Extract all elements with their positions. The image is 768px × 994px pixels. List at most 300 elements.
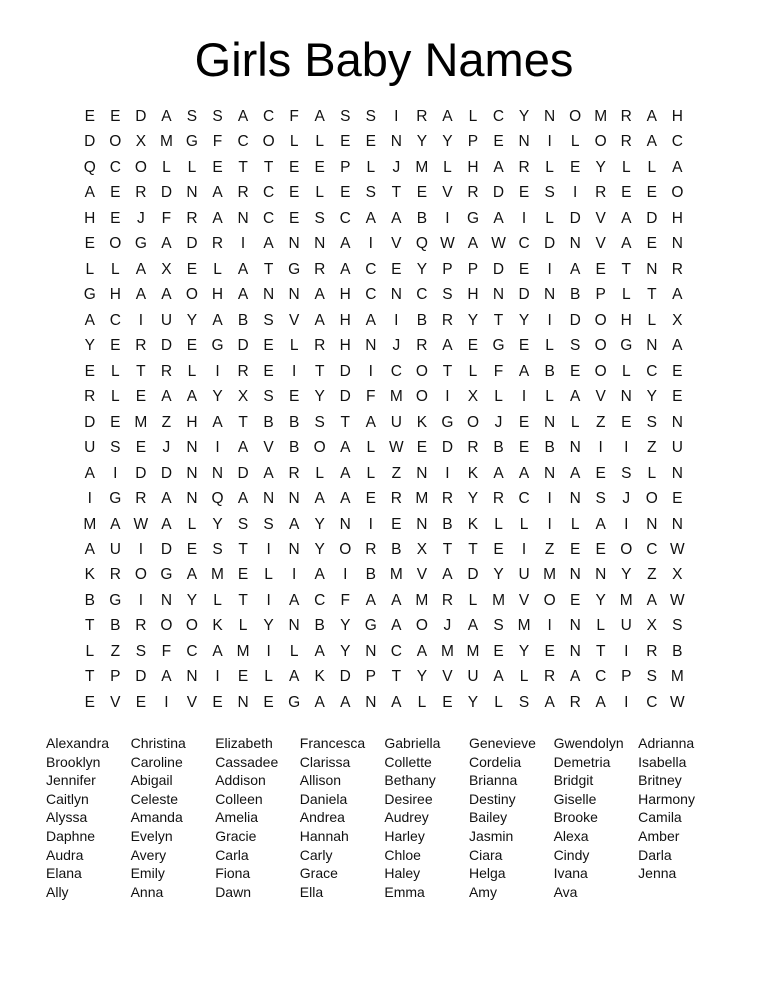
grid-letter[interactable]: S	[212, 108, 223, 125]
grid-letter[interactable]: B	[365, 566, 376, 584]
grid-letter[interactable]: A	[314, 693, 325, 711]
grid-letter[interactable]: Q	[415, 235, 428, 253]
grid-letter[interactable]: N	[339, 515, 351, 533]
grid-letter[interactable]: E	[646, 235, 657, 253]
grid-letter[interactable]: C	[263, 184, 275, 202]
grid-letter[interactable]: L	[468, 362, 478, 380]
grid-letter[interactable]: N	[544, 286, 556, 304]
grid-letter[interactable]: A	[391, 617, 402, 635]
grid-letter[interactable]: L	[85, 642, 95, 660]
grid-letter[interactable]: H	[186, 413, 198, 431]
grid-letter[interactable]: A	[212, 413, 223, 431]
grid-letter[interactable]: Z	[647, 439, 657, 457]
grid-letter[interactable]: A	[237, 286, 249, 304]
grid-letter[interactable]: R	[314, 260, 326, 278]
grid-letter[interactable]: I	[547, 260, 552, 278]
grid-letter[interactable]: R	[109, 566, 121, 584]
grid-letter[interactable]: E	[237, 566, 249, 584]
grid-letter[interactable]: E	[314, 158, 325, 176]
grid-letter[interactable]: Z	[544, 540, 555, 558]
grid-letter[interactable]: I	[113, 464, 118, 482]
grid-letter[interactable]: E	[416, 184, 428, 202]
grid-letter[interactable]: Y	[595, 591, 606, 609]
grid-letter[interactable]: R	[186, 209, 198, 227]
grid-letter[interactable]: G	[211, 337, 224, 355]
grid-letter[interactable]: A	[595, 515, 606, 533]
grid-letter[interactable]: E	[186, 337, 198, 355]
grid-letter[interactable]: T	[238, 413, 248, 431]
grid-letter[interactable]: E	[493, 133, 504, 151]
grid-letter[interactable]: A	[288, 591, 300, 609]
grid-letter[interactable]: T	[263, 158, 274, 176]
grid-letter[interactable]: I	[521, 388, 527, 406]
grid-letter[interactable]: O	[569, 108, 582, 125]
grid-letter[interactable]: B	[263, 413, 274, 431]
grid-letter[interactable]: A	[340, 464, 351, 482]
grid-letter[interactable]: I	[624, 515, 629, 533]
grid-letter[interactable]: L	[545, 388, 554, 406]
grid-letter[interactable]: M	[594, 108, 608, 125]
grid-letter[interactable]: A	[416, 642, 428, 660]
grid-letter[interactable]: B	[544, 439, 555, 457]
grid-letter[interactable]: M	[389, 388, 403, 406]
grid-letter[interactable]: C	[518, 235, 530, 253]
grid-letter[interactable]: Y	[340, 617, 351, 635]
grid-letter[interactable]: C	[390, 642, 402, 660]
grid-letter[interactable]: I	[291, 362, 297, 380]
grid-letter[interactable]: L	[545, 337, 554, 355]
grid-letter[interactable]: E	[544, 642, 555, 660]
grid-letter[interactable]: O	[339, 540, 352, 558]
grid-letter[interactable]: G	[466, 209, 479, 227]
grid-letter[interactable]: E	[569, 591, 581, 609]
grid-letter[interactable]: S	[569, 337, 581, 355]
grid-letter[interactable]: L	[111, 260, 120, 278]
grid-letter[interactable]: E	[569, 362, 581, 380]
grid-letter[interactable]: S	[314, 209, 325, 227]
grid-letter[interactable]: A	[161, 388, 172, 406]
grid-letter[interactable]: A	[263, 464, 274, 482]
grid-letter[interactable]: A	[161, 515, 172, 533]
grid-letter[interactable]: R	[84, 388, 96, 406]
grid-letter[interactable]: Y	[263, 617, 274, 635]
grid-letter[interactable]: N	[160, 591, 173, 609]
grid-letter[interactable]: Y	[646, 388, 657, 406]
grid-letter[interactable]: A	[340, 490, 351, 508]
grid-letter[interactable]: N	[288, 490, 300, 508]
grid-letter[interactable]: X	[646, 617, 657, 635]
grid-letter[interactable]: E	[84, 362, 95, 380]
grid-letter[interactable]: E	[467, 337, 479, 355]
grid-letter[interactable]: B	[416, 311, 428, 329]
grid-letter[interactable]: L	[468, 591, 478, 609]
grid-letter[interactable]: E	[340, 184, 351, 202]
grid-letter[interactable]: N	[186, 490, 198, 508]
grid-letter[interactable]: A	[135, 260, 147, 278]
grid-letter[interactable]: E	[672, 388, 683, 406]
grid-letter[interactable]: A	[569, 388, 581, 406]
grid-letter[interactable]: A	[569, 464, 581, 482]
grid-letter[interactable]: E	[288, 388, 300, 406]
grid-letter[interactable]: A	[110, 515, 121, 533]
grid-letter[interactable]: L	[621, 286, 631, 304]
grid-letter[interactable]: D	[160, 464, 173, 482]
grid-letter[interactable]: E	[442, 693, 453, 711]
grid-letter[interactable]: H	[211, 286, 224, 304]
grid-letter[interactable]: L	[162, 158, 171, 176]
grid-letter[interactable]: D	[237, 337, 249, 355]
grid-letter[interactable]: N	[237, 693, 249, 711]
grid-letter[interactable]: Y	[518, 108, 530, 125]
grid-letter[interactable]: Y	[621, 566, 632, 584]
grid-letter[interactable]: M	[440, 642, 454, 660]
grid-letter[interactable]: A	[340, 693, 351, 711]
grid-letter[interactable]: E	[288, 209, 300, 227]
grid-letter[interactable]: W	[440, 235, 455, 253]
grid-letter[interactable]: A	[340, 260, 351, 278]
grid-letter[interactable]: T	[468, 540, 478, 558]
grid-letter[interactable]: A	[442, 337, 453, 355]
grid-letter[interactable]: G	[364, 617, 377, 635]
grid-letter[interactable]: E	[110, 337, 121, 355]
grid-letter[interactable]: F	[212, 133, 223, 151]
grid-letter[interactable]: X	[672, 311, 683, 329]
grid-letter[interactable]: A	[161, 490, 172, 508]
grid-letter[interactable]: C	[518, 490, 530, 508]
grid-letter[interactable]: R	[620, 108, 632, 125]
grid-letter[interactable]: C	[365, 260, 377, 278]
grid-letter[interactable]: H	[467, 286, 479, 304]
grid-letter[interactable]: E	[518, 413, 530, 431]
grid-letter[interactable]: F	[161, 209, 172, 227]
grid-letter[interactable]: E	[595, 260, 606, 278]
grid-letter[interactable]: J	[136, 209, 145, 227]
grid-letter[interactable]: T	[238, 591, 248, 609]
grid-letter[interactable]: A	[161, 235, 172, 253]
grid-letter[interactable]: T	[85, 617, 95, 635]
grid-letter[interactable]: L	[238, 617, 248, 635]
grid-letter[interactable]: I	[547, 515, 552, 533]
grid-letter[interactable]: Z	[110, 642, 121, 660]
grid-letter[interactable]: S	[365, 184, 376, 202]
grid-letter[interactable]: L	[187, 362, 197, 380]
grid-letter[interactable]: P	[467, 260, 479, 278]
grid-letter[interactable]: A	[84, 540, 95, 558]
grid-letter[interactable]: S	[595, 490, 606, 508]
letter-grid[interactable]	[77, 104, 690, 715]
grid-letter[interactable]: O	[415, 617, 428, 635]
grid-letter[interactable]: G	[288, 260, 301, 278]
grid-letter[interactable]: V	[288, 311, 300, 329]
grid-letter[interactable]: O	[671, 184, 684, 202]
grid-letter[interactable]: A	[391, 209, 402, 227]
grid-letter[interactable]: W	[670, 693, 685, 711]
grid-letter[interactable]: I	[368, 235, 373, 253]
grid-letter[interactable]: C	[339, 209, 351, 227]
grid-letter[interactable]: X	[467, 388, 479, 406]
grid-letter[interactable]: E	[569, 158, 581, 176]
grid-letter[interactable]: M	[415, 591, 429, 609]
grid-letter[interactable]: N	[646, 515, 658, 533]
grid-letter[interactable]: H	[671, 209, 683, 227]
grid-letter[interactable]: G	[83, 286, 96, 304]
grid-letter[interactable]: I	[266, 540, 271, 558]
grid-letter[interactable]: B	[493, 439, 504, 457]
grid-letter[interactable]: L	[494, 388, 503, 406]
grid-letter[interactable]: I	[394, 311, 399, 329]
grid-letter[interactable]: R	[135, 337, 147, 355]
grid-letter[interactable]: A	[84, 184, 95, 202]
grid-letter[interactable]: D	[160, 337, 173, 355]
grid-letter[interactable]: L	[111, 362, 120, 380]
grid-letter[interactable]: I	[521, 209, 527, 227]
grid-letter[interactable]: A	[365, 311, 376, 329]
grid-letter[interactable]: R	[365, 540, 377, 558]
grid-letter[interactable]: R	[671, 260, 683, 278]
grid-letter[interactable]: U	[390, 413, 402, 431]
grid-letter[interactable]: E	[518, 337, 530, 355]
grid-letter[interactable]: S	[493, 617, 504, 635]
grid-letter[interactable]: L	[621, 362, 631, 380]
grid-letter[interactable]: S	[263, 311, 274, 329]
grid-letter[interactable]: I	[598, 439, 603, 457]
grid-letter[interactable]: E	[84, 108, 95, 125]
grid-letter[interactable]: N	[390, 133, 402, 151]
grid-letter[interactable]: D	[339, 668, 351, 686]
grid-letter[interactable]: I	[266, 591, 271, 609]
grid-letter[interactable]: N	[365, 642, 377, 660]
grid-letter[interactable]: I	[164, 693, 169, 711]
grid-letter[interactable]: H	[467, 158, 479, 176]
grid-letter[interactable]: X	[135, 133, 147, 151]
grid-letter[interactable]: R	[569, 693, 581, 711]
grid-letter[interactable]: H	[339, 286, 351, 304]
grid-letter[interactable]: L	[315, 133, 324, 151]
grid-letter[interactable]: X	[237, 388, 249, 406]
grid-letter[interactable]: R	[441, 490, 454, 508]
grid-letter[interactable]: R	[314, 337, 326, 355]
grid-letter[interactable]: F	[493, 362, 504, 380]
grid-letter[interactable]: A	[595, 693, 606, 711]
grid-letter[interactable]: V	[595, 388, 606, 406]
grid-letter[interactable]: S	[442, 286, 453, 304]
grid-letter[interactable]: M	[211, 566, 224, 584]
grid-letter[interactable]: K	[84, 566, 95, 584]
grid-letter[interactable]: L	[570, 515, 580, 533]
grid-letter[interactable]: A	[340, 235, 351, 253]
grid-letter[interactable]: I	[138, 540, 144, 558]
grid-letter[interactable]: E	[84, 693, 95, 711]
grid-letter[interactable]: D	[492, 260, 505, 278]
grid-letter[interactable]: O	[594, 133, 607, 151]
grid-letter[interactable]: A	[161, 286, 172, 304]
grid-letter[interactable]: E	[212, 693, 223, 711]
grid-letter[interactable]: U	[467, 668, 479, 686]
grid-letter[interactable]: A	[314, 642, 325, 660]
grid-letter[interactable]: G	[492, 337, 505, 355]
grid-letter[interactable]: I	[445, 388, 450, 406]
grid-letter[interactable]: O	[543, 591, 556, 609]
grid-letter[interactable]: M	[492, 591, 505, 609]
grid-letter[interactable]: M	[236, 642, 250, 660]
grid-letter[interactable]: S	[672, 617, 683, 635]
grid-letter[interactable]: A	[237, 260, 249, 278]
grid-letter[interactable]: S	[212, 540, 223, 558]
grid-letter[interactable]: C	[314, 591, 326, 609]
grid-letter[interactable]: N	[365, 693, 377, 711]
grid-letter[interactable]: Y	[493, 566, 504, 584]
grid-letter[interactable]: F	[366, 388, 376, 406]
grid-letter[interactable]: T	[136, 362, 146, 380]
grid-letter[interactable]: A	[672, 337, 683, 355]
grid-letter[interactable]: I	[343, 566, 348, 584]
grid-letter[interactable]: O	[594, 362, 607, 380]
grid-letter[interactable]: W	[670, 591, 685, 609]
grid-letter[interactable]: R	[492, 490, 505, 508]
grid-letter[interactable]: V	[416, 566, 428, 584]
grid-letter[interactable]: E	[365, 133, 376, 151]
grid-letter[interactable]: A	[314, 108, 325, 125]
grid-letter[interactable]: U	[518, 566, 530, 584]
grid-letter[interactable]: P	[365, 668, 376, 686]
grid-letter[interactable]: E	[569, 540, 581, 558]
grid-letter[interactable]: Y	[518, 642, 530, 660]
grid-letter[interactable]: S	[110, 439, 121, 457]
grid-letter[interactable]: E	[263, 693, 274, 711]
grid-letter[interactable]: I	[215, 668, 220, 686]
grid-letter[interactable]: A	[646, 108, 657, 125]
grid-letter[interactable]: P	[621, 668, 632, 686]
grid-letter[interactable]: A	[365, 591, 376, 609]
grid-letter[interactable]: T	[238, 540, 248, 558]
grid-letter[interactable]: A	[314, 286, 325, 304]
grid-letter[interactable]: R	[135, 184, 147, 202]
grid-letter[interactable]: N	[620, 388, 632, 406]
grid-letter[interactable]: A	[544, 693, 555, 711]
grid-letter[interactable]: E	[110, 108, 121, 125]
grid-letter[interactable]: N	[390, 286, 402, 304]
grid-letter[interactable]: Z	[647, 566, 657, 584]
grid-letter[interactable]: I	[547, 617, 552, 635]
grid-letter[interactable]: A	[569, 668, 581, 686]
grid-letter[interactable]: N	[646, 337, 658, 355]
grid-letter[interactable]: O	[313, 439, 326, 457]
grid-letter[interactable]: N	[288, 235, 300, 253]
grid-letter[interactable]: E	[391, 515, 402, 533]
grid-letter[interactable]: C	[237, 133, 249, 151]
grid-letter[interactable]: M	[517, 617, 531, 635]
grid-letter[interactable]: E	[416, 439, 428, 457]
grid-letter[interactable]: A	[288, 668, 300, 686]
grid-letter[interactable]: L	[621, 158, 631, 176]
grid-letter[interactable]: J	[443, 617, 452, 635]
grid-letter[interactable]: M	[670, 668, 684, 686]
grid-letter[interactable]: L	[519, 668, 529, 686]
grid-letter[interactable]: N	[569, 642, 581, 660]
grid-letter[interactable]: L	[647, 311, 657, 329]
grid-letter[interactable]: E	[365, 490, 376, 508]
grid-letter[interactable]: N	[671, 235, 683, 253]
grid-letter[interactable]: T	[647, 286, 657, 304]
grid-letter[interactable]: D	[186, 235, 198, 253]
grid-letter[interactable]: E	[595, 464, 606, 482]
grid-letter[interactable]: Y	[212, 515, 223, 533]
grid-letter[interactable]: N	[186, 464, 198, 482]
grid-letter[interactable]: A	[314, 490, 325, 508]
grid-letter[interactable]: S	[186, 108, 198, 125]
grid-letter[interactable]: I	[573, 184, 578, 202]
grid-letter[interactable]: T	[263, 260, 274, 278]
grid-letter[interactable]: A	[212, 642, 223, 660]
grid-letter[interactable]: A	[493, 209, 504, 227]
grid-letter[interactable]: S	[263, 388, 274, 406]
grid-letter[interactable]: L	[366, 158, 376, 176]
grid-letter[interactable]: M	[415, 490, 429, 508]
grid-letter[interactable]: Z	[391, 464, 402, 482]
grid-letter[interactable]: M	[83, 515, 97, 533]
grid-letter[interactable]: S	[263, 515, 274, 533]
grid-letter[interactable]: Y	[186, 591, 198, 609]
grid-letter[interactable]: I	[138, 591, 144, 609]
grid-letter[interactable]: A	[161, 668, 172, 686]
grid-letter[interactable]: P	[340, 158, 351, 176]
grid-letter[interactable]: D	[646, 209, 658, 227]
grid-letter[interactable]: A	[493, 158, 504, 176]
grid-letter[interactable]: A	[237, 108, 249, 125]
grid-letter[interactable]: D	[160, 540, 173, 558]
grid-letter[interactable]: N	[569, 566, 581, 584]
grid-letter[interactable]: B	[84, 591, 95, 609]
grid-letter[interactable]: R	[544, 668, 556, 686]
grid-letter[interactable]: R	[441, 591, 454, 609]
grid-letter[interactable]: I	[547, 311, 552, 329]
grid-letter[interactable]: M	[389, 566, 403, 584]
grid-letter[interactable]: A	[161, 108, 172, 125]
grid-letter[interactable]: H	[339, 337, 351, 355]
grid-letter[interactable]: I	[445, 209, 450, 227]
grid-letter[interactable]: E	[186, 260, 198, 278]
grid-letter[interactable]: A	[212, 209, 223, 227]
grid-letter[interactable]: N	[314, 235, 326, 253]
grid-letter[interactable]: C	[263, 108, 275, 125]
grid-letter[interactable]: I	[291, 566, 297, 584]
grid-letter[interactable]: S	[237, 515, 249, 533]
grid-letter[interactable]: V	[263, 439, 274, 457]
grid-letter[interactable]: K	[416, 413, 428, 431]
grid-letter[interactable]: T	[391, 184, 402, 202]
grid-letter[interactable]: A	[621, 209, 632, 227]
grid-letter[interactable]: A	[672, 286, 683, 304]
grid-letter[interactable]: C	[263, 209, 275, 227]
grid-letter[interactable]: V	[186, 693, 198, 711]
grid-letter[interactable]: L	[443, 158, 452, 176]
grid-letter[interactable]: N	[569, 235, 581, 253]
grid-letter[interactable]: G	[185, 133, 198, 151]
grid-letter[interactable]: S	[314, 413, 325, 431]
grid-letter[interactable]: E	[621, 413, 632, 431]
grid-letter[interactable]: R	[467, 184, 479, 202]
grid-letter[interactable]: N	[595, 566, 607, 584]
grid-letter[interactable]: B	[672, 642, 683, 660]
grid-letter[interactable]: O	[645, 490, 658, 508]
grid-letter[interactable]: N	[671, 515, 683, 533]
grid-letter[interactable]: E	[288, 158, 300, 176]
grid-letter[interactable]: A	[518, 464, 530, 482]
grid-letter[interactable]: R	[416, 337, 428, 355]
grid-letter[interactable]: N	[211, 464, 224, 482]
grid-letter[interactable]: Z	[161, 413, 172, 431]
grid-letter[interactable]: B	[544, 362, 555, 380]
